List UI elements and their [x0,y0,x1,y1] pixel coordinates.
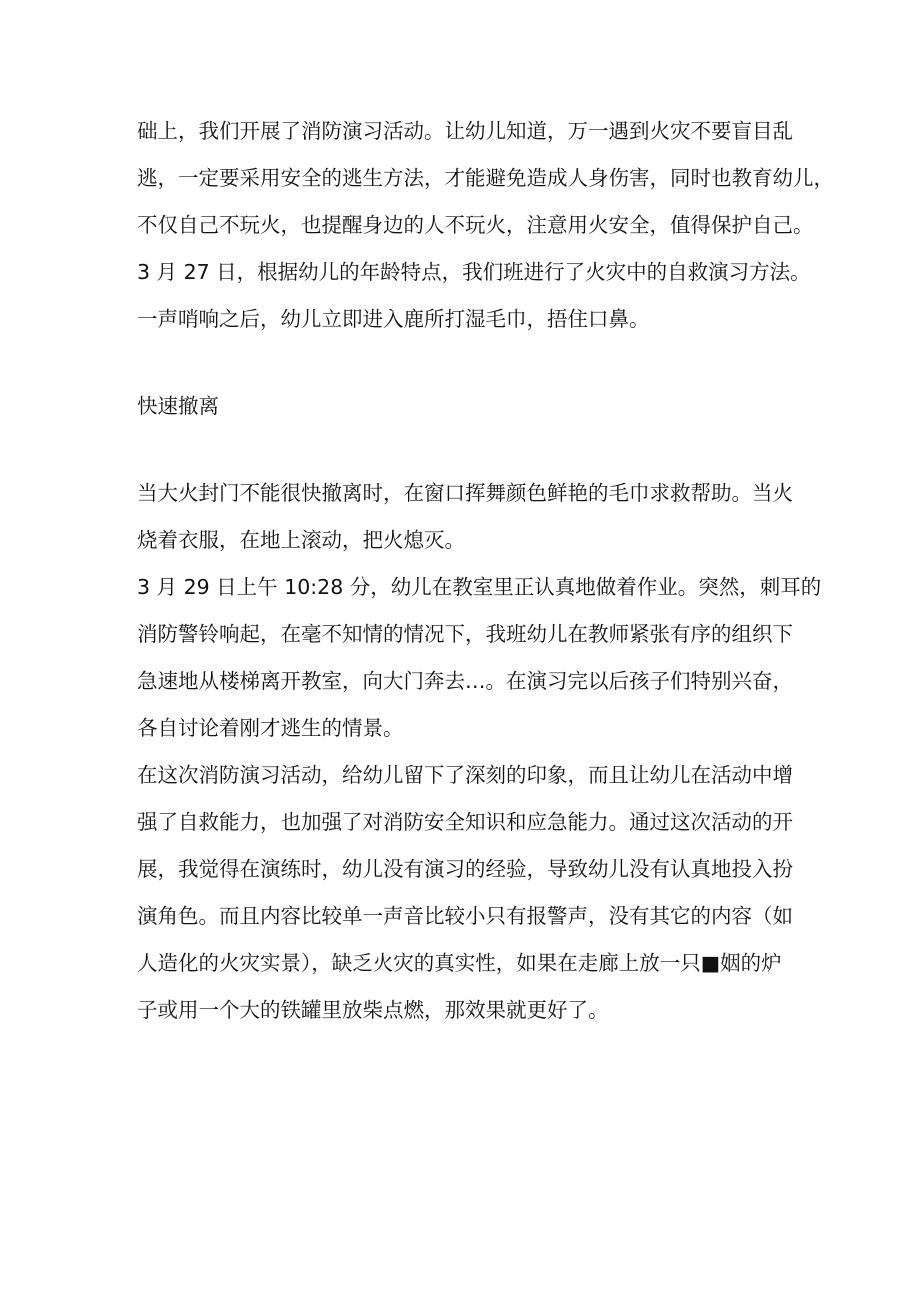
text-line: 子或用一个大的铁罐里放柴点燃，那效果就更好了。 [137,998,609,1022]
text-line: 急速地从楼梯离开教室，向大门奔去…。在演习完以后孩子们特别兴奋， [137,669,793,693]
paragraph-evacuation-tips [137,470,817,564]
text-line: 3 月 27 日，根据幼儿的年龄特点，我们班进行了火灾中的自救演习方法。 [137,260,811,284]
text-line: 消防警铃响起，在毫不知情的情况下，我班幼儿在教师紧张有序的组织下 [137,622,793,646]
text-line: 演角色。而且内容比较单一声音比较小只有报警声，没有其它的内容（如 [137,904,793,928]
section-heading: 快速撤离 [137,394,219,418]
text-line: 一声哨响之后，幼儿立即进入鹿所打湿毛巾，捂住口鼻。 [137,307,650,331]
text-line: 不仅自己不玩火，也提醒身边的人不玩火，注意用火安全，值得保护自己。 [137,213,814,237]
paragraph-self-rescue [137,249,817,343]
paragraph-fire-drill-intro [137,108,834,249]
text-line: 各自讨论着刚才逃生的情景。 [137,716,404,740]
text-line: 烧着衣服，在地上滚动，把火熄灭。 [137,528,465,552]
text-line: 逃，一定要采用安全的逃生方法，才能避免造成人身伤害，同时也教育幼儿， [137,166,834,190]
paragraph-reflection [137,752,817,1034]
text-line: 强了自救能力，也加强了对消防安全知识和应急能力。通过这次活动的开 [137,810,793,834]
document-body [137,108,834,1034]
text-line: 3 月 29 日上午 10:28 分，幼儿在教室里正认真地做着作业。突然，刺耳的 [137,575,822,599]
text-line: 当大火封门不能很快撤离时，在窗口挥舞颜色鲜艳的毛巾求救帮助。当火 [137,481,793,505]
text-line: 在这次消防演习活动，给幼儿留下了深刻的印象，而且让幼儿在活动中增 [137,763,793,787]
text-line: 人造化的火灾实景），缺乏火灾的真实性，如果在走廊上放一只■姻的炉 [137,951,782,975]
text-line: 展，我觉得在演练时，幼儿没有演习的经验，导致幼儿没有认真地投入扮 [137,857,793,881]
text-line: 础上，我们开展了消防演习活动。让幼儿知道，万一遇到火灾不要盲目乱 [137,119,793,143]
paragraph-drill-event [137,564,822,752]
